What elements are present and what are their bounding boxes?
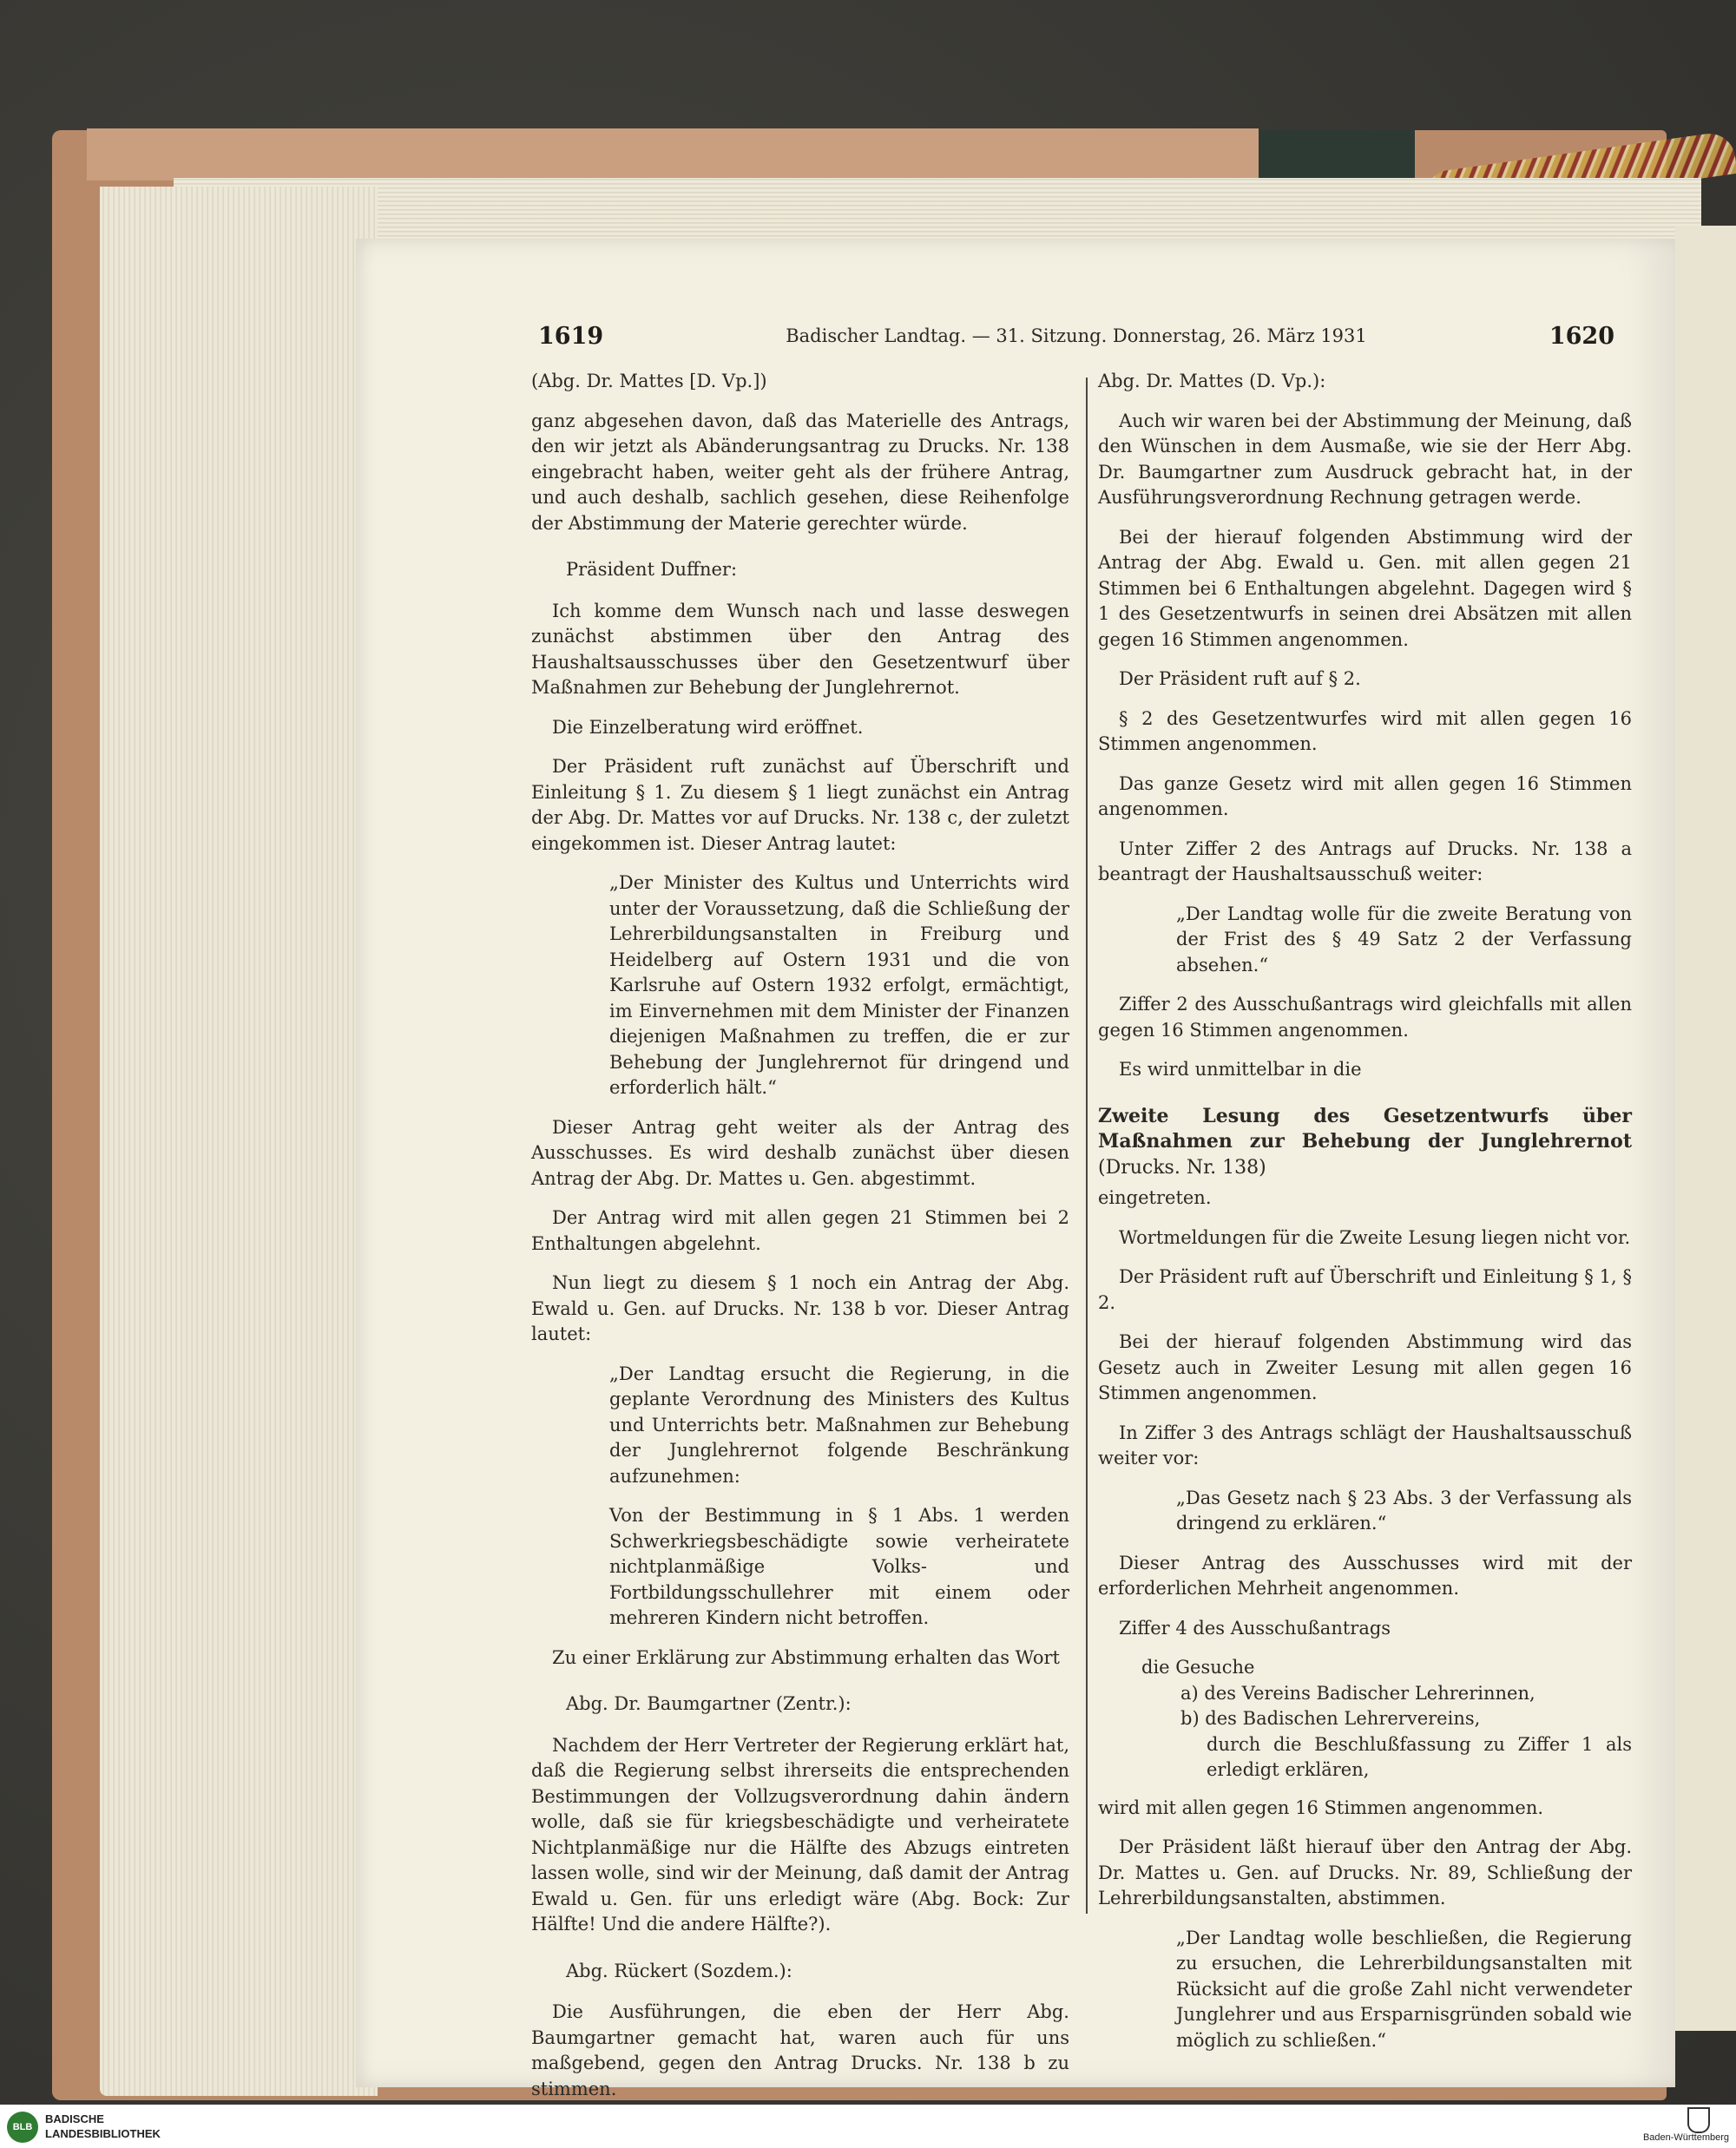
speaker-line: Präsident Duffner: — [566, 559, 738, 580]
column-divider — [1086, 378, 1088, 1914]
quote: „Der Minister des Kultus und Unterrichts wird unter der Voraussetzung, daß die Schließung der Lehrerbildungsanstalten in Freiburg und Heidelberg auf Ostern 1931 und die von Karlsruhe auf Ostern 1932 erfolgt, ermächtigt, im Einvernehmen mit dem Minister der Finanzen diejenigen Maßnahmen zu treffen, die er zur Behebung der Junglehrernot für dringend und erforderlich hält.“ — [609, 872, 1069, 1098]
paragraph: Das ganze Gesetz wird mit allen gegen 16 Stimmen angenommen. — [1098, 772, 1632, 819]
running-head: Badischer Landtag. — 31. Sitzung. Donnerstag, 26. März 1931 — [786, 325, 1367, 346]
viewer-footer — [0, 2105, 1736, 2148]
quote: „Der Landtag ersucht die Regierung, in die geplante Verordnung des Ministers des Kultus und Unterrichts betr. Maßnahmen zur Behebung der Junglehrernot folgende Beschränkung aufzunehmen: — [609, 1363, 1069, 1487]
book-spine — [1259, 130, 1415, 178]
library-logo[interactable]: BLB — [7, 2112, 38, 2143]
paragraph: Die Einzelberatung wird eröffnet. — [552, 716, 864, 738]
list-item: die Gesuche — [1141, 1657, 1255, 1678]
page-number-left: 1619 — [538, 323, 604, 350]
page-stack-right — [1675, 226, 1736, 2031]
paragraph: Dieser Antrag des Ausschusses wird mit der erforderlichen Mehrheit angenommen. — [1098, 1552, 1632, 1599]
library-name-line2: LANDESBIBLIOTHEK — [45, 2127, 161, 2140]
paragraph: Zu einer Erklärung zur Abstimmung erhalten das Wort — [552, 1646, 1060, 1668]
paragraph: Die Ausführungen, die eben der Herr Abg. Baumgartner gemacht hat, waren auch für uns maßgebend, gegen den Antrag Drucks. Nr. 138 b zu stimmen. — [531, 2001, 1069, 2099]
paragraph: Der Präsident ruft auf § 2. — [1119, 668, 1361, 689]
quote: „Das Gesetz nach § 23 Abs. 3 der Verfassung als dringend zu erklären.“ — [1176, 1487, 1632, 1534]
paragraph: Ziffer 2 des Ausschußantrags wird gleichfalls mit allen gegen 16 Stimmen angenommen. — [1098, 994, 1632, 1041]
paragraph: Der Präsident ruft zunächst auf Überschrift und Einleitung § 1. Zu diesem § 1 liegt zunächst ein Antrag der Abg. Dr. Mattes vor auf Drucks. Nr. 138 c, der zuletzt eingekommen ist. Dieser Antrag lautet: — [531, 756, 1069, 854]
paragraph: Der Präsident ruft auf Überschrift und Einleitung § 1, § 2. — [1098, 1266, 1632, 1313]
paragraph: Auch wir waren bei der Abstimmung der Meinung, daß den Wünschen in dem Ausmaße, wie sie der Herr Abg. Dr. Baumgartner zum Ausdruck gebracht hat, in der Ausführungsverordnung Rechnung getragen werde. — [1098, 410, 1632, 508]
paragraph: Wortmeldungen für die Zweite Lesung liegen nicht vor. — [1119, 1226, 1631, 1248]
library-name[interactable] — [45, 2112, 161, 2141]
speaker-line: Abg. Dr. Baumgartner (Zentr.): — [566, 1693, 852, 1714]
paragraph: In Ziffer 3 des Antrags schlägt der Haushaltsausschuß weiter vor: — [1098, 1422, 1632, 1468]
section-heading — [1098, 1104, 1632, 1181]
quote: „Der Landtag wolle beschließen, die Regierung zu ersuchen, die Lehrerbildungsanstalten mit Rücksicht auf die große Zahl nicht verwendeter Junglehrer und aus Ersparnisgründen sobald wie möglich zu schließen.“ — [1176, 1927, 1632, 2051]
paragraph: Ziffer 4 des Ausschußantrags — [1119, 1617, 1391, 1639]
page-number-right: 1620 — [1549, 323, 1614, 350]
paragraph: Bei der hierauf folgenden Abstimmung wird das Gesetz auch in Zweiter Lesung mit allen gegen 16 Stimmen angenommen. — [1098, 1331, 1632, 1403]
section-heading-ref: (Drucks. Nr. 138) — [1098, 1156, 1266, 1179]
paragraph: Bei der hierauf folgenden Abstimmung wird der Antrag der Abg. Ewald u. Gen. mit allen gegen 21 Stimmen bei 6 Enthaltungen abgelehnt. Dagegen wird § 1 des Gesetzentwurfs in seinen drei Absätzen mit allen gegen 16 Stimmen angenommen. — [1098, 526, 1632, 650]
paragraph: Nun liegt zu diesem § 1 noch ein Antrag der Abg. Ewald u. Gen. auf Drucks. Nr. 138 b vor. Dieser Antrag lautet: — [531, 1272, 1069, 1344]
list-item: durch die Beschlußfassung zu Ziffer 1 als erledigt erklären, — [1207, 1733, 1632, 1780]
paragraph: eingetreten. — [1098, 1187, 1212, 1208]
left-column — [531, 369, 1069, 2116]
paragraph: Dieser Antrag geht weiter als der Antrag des Ausschusses. Es wird deshalb zunächst über diesen Antrag der Abg. Dr. Mattes u. Gen. abgestimmt. — [531, 1116, 1069, 1189]
paragraph: Unter Ziffer 2 des Antrags auf Drucks. Nr. 138 a beantragt der Haushaltsausschuß weiter: — [1098, 838, 1632, 884]
paragraph: Ich komme dem Wunsch nach und lasse deswegen zunächst abstimmen über den Antrag des Haushaltsausschusses über den Gesetzentwurf über Maßnahmen zur Behebung der Junglehrernot. — [531, 600, 1069, 698]
speaker-line: Abg. Rückert (Sozdem.): — [566, 1960, 792, 1981]
speaker-line: (Abg. Dr. Mattes [D. Vp.]) — [531, 371, 767, 391]
page-header — [538, 323, 1614, 358]
list-item: a) des Vereins Badischer Lehrerinnen, — [1180, 1682, 1535, 1704]
quote: Von der Bestimmung in § 1 Abs. 1 werden Schwerkriegsbeschädigte sowie verheiratete nichtplanmäßige Volks- und Fortbildungsschullehrer mit einem oder mehreren Kindern nicht betroffen. — [609, 1505, 1069, 1628]
page-stack-edge — [100, 187, 378, 2096]
paragraph: Nachdem der Herr Vertreter der Regierung erklärt hat, daß die Regierung selbst ihrerseits die entsprechenden Bestimmungen der Vollzugsverordnung dahin ändern wolle, daß sie für kriegsbeschädigte und verheiratete Nichtplanmäßige nur die Hälfte des Abzugs eintreten lassen wolle, sind wir der Meinung, daß damit der Antrag Ewald u. Gen. für uns erledigt wäre (Abg. Bock: Zur Hälfte! Und die andere Hälfte?). — [531, 1734, 1069, 1935]
speaker-line: Abg. Dr. Mattes (D. Vp.): — [1098, 371, 1326, 391]
page-stack-top — [174, 178, 1701, 239]
paragraph: Der Präsident läßt hierauf über den Antrag der Abg. Dr. Mattes u. Gen. auf Drucks. Nr. 89, Schließung der Lehrerbildungsanstalten, abstimmen. — [1098, 1836, 1632, 1908]
region-label: Baden-Württemberg — [1642, 2132, 1729, 2143]
section-heading-title: Zweite Lesung des Gesetzentwurfs über Maßnahmen zur Behebung der Junglehrernot — [1098, 1104, 1632, 1153]
paragraph: Es wird unmittelbar in die — [1119, 1059, 1362, 1080]
right-column — [1098, 369, 1632, 2067]
library-name-line1: BADISCHE — [45, 2112, 104, 2125]
crest-icon — [1687, 2107, 1710, 2133]
book-cover-top — [87, 128, 1259, 181]
list-item: b) des Badischen Lehrervereins, — [1180, 1708, 1481, 1729]
quote: „Der Landtag wolle für die zweite Beratung von der Frist des § 49 Satz 2 der Verfassung absehen.“ — [1176, 903, 1632, 975]
paragraph: wird mit allen gegen 16 Stimmen angenommen. — [1098, 1797, 1544, 1818]
paragraph: Der Antrag wird mit allen gegen 21 Stimmen bei 2 Enthaltungen abgelehnt. — [531, 1207, 1069, 1254]
paragraph: ganz abgesehen davon, daß das Materielle des Antrags, den wir jetzt als Abänderungsantrag zu Drucks. Nr. 138 eingebracht haben, weiter geht als der frühere Antrag, und auch deshalb, sachlich gesehen, diese Reihenfolge der Abstimmung der Materie gerechter würde. — [531, 410, 1069, 534]
paragraph: § 2 des Gesetzentwurfes wird mit allen gegen 16 Stimmen angenommen. — [1098, 707, 1632, 754]
